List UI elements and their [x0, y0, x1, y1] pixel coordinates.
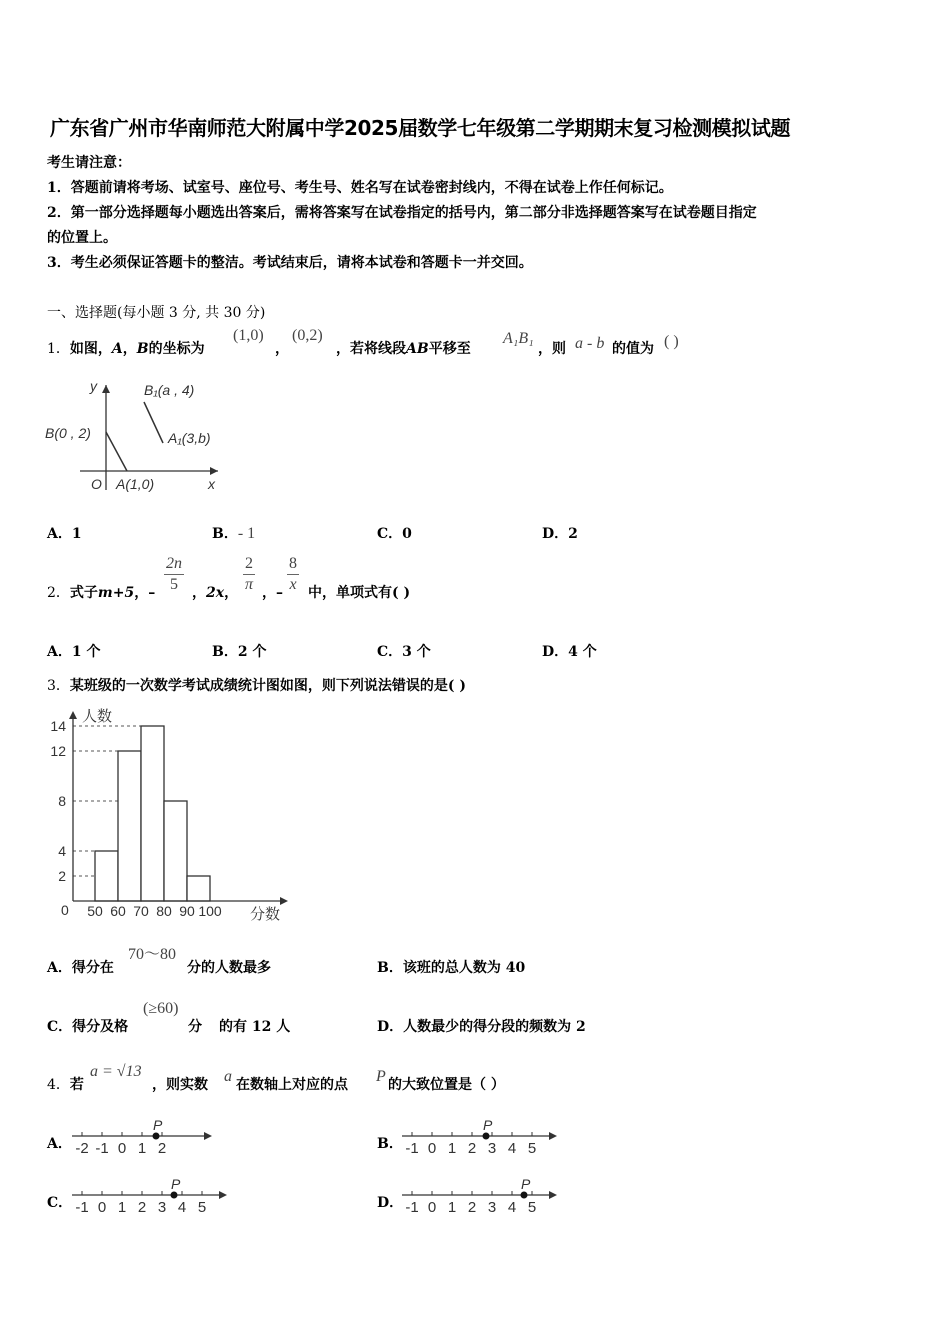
y-tick-label: 2 — [58, 868, 66, 884]
y-tick-label: 8 — [58, 793, 66, 809]
question-3: 3．某班级的一次数学考试成绩统计图如图，则下列说法错误的是( ) — [47, 678, 467, 694]
origin-label: 0 — [61, 902, 69, 918]
point-p-label: P — [521, 1176, 531, 1192]
tick-label: 0 — [427, 1199, 437, 1216]
question-number: 1． — [47, 341, 70, 357]
tick-label: 0 — [97, 1199, 107, 1216]
number-line-a — [70, 1110, 215, 1158]
point-p-label: P — [483, 1117, 493, 1133]
option-a[interactable]: A．1 — [47, 526, 82, 542]
option-d[interactable]: D．4 个 — [542, 644, 597, 660]
x-tick-label: 100 — [198, 903, 222, 919]
coordinate-figure — [40, 375, 240, 500]
equation: a = √13 — [90, 1063, 142, 1080]
bar-50-60 — [95, 851, 118, 901]
point-a-label: A(1,0) — [116, 476, 155, 492]
notice-item: 的位置上。 — [47, 230, 117, 246]
option-d[interactable]: D． — [377, 1195, 404, 1211]
notice-item: 2．第一部分选择题每小题选出答案后，需将答案写在试卷指定的括号内，第二部分非选择题答案写在试卷题目指定 — [47, 205, 757, 221]
coord-a: (1,0) — [233, 327, 264, 344]
bar-80-90 — [164, 801, 187, 901]
option-b[interactable]: B．- 1 — [212, 525, 256, 542]
bar-90-100 — [187, 876, 210, 901]
tick-label: 3 — [157, 1199, 167, 1216]
page-title: 广东省广州市华南师范大附属中学2025届数学七年级第二学期期末复习检测模拟试题 — [50, 116, 791, 140]
x-arrow-icon — [210, 467, 218, 475]
notice-heading: 考生请注意： — [47, 155, 131, 171]
x-tick-label: 80 — [156, 903, 172, 919]
option-b[interactable]: B．2 个 — [212, 644, 267, 660]
arrow-icon — [549, 1132, 557, 1140]
tick-label: 5 — [527, 1140, 537, 1157]
tick-label: 5 — [197, 1199, 207, 1216]
x-arrow-icon — [280, 897, 288, 905]
point-p — [171, 1192, 178, 1199]
x-tick-label: 60 — [110, 903, 126, 919]
tick-label: 0 — [117, 1140, 127, 1157]
tick-label: -1 — [75, 1199, 89, 1216]
tick-label: 2 — [137, 1199, 147, 1216]
tick-label: 4 — [177, 1199, 187, 1216]
tick-label: 4 — [507, 1140, 517, 1157]
tick-label: 3 — [487, 1140, 497, 1157]
x-axis-label: 分数 — [250, 906, 281, 923]
fraction-2n-5: 2n 5 — [166, 555, 182, 593]
segment-a1b1: A₁B₁ — [503, 330, 534, 347]
tick-label: 1 — [137, 1140, 147, 1157]
point-p — [483, 1133, 490, 1140]
segment-a1b1-line — [144, 402, 163, 443]
tick-label: 2 — [467, 1199, 477, 1216]
notice-item: 1．答题前请将考场、试室号、座位号、考生号、姓名写在试卷密封线内，不得在试卷上作任何标记。 — [47, 180, 673, 196]
x-tick-label: 90 — [179, 903, 195, 919]
question-1: 1．如图，A，B的坐标为 — [47, 341, 205, 357]
tick-label: 1 — [117, 1199, 127, 1216]
range-70-80: 70～80 — [128, 946, 177, 963]
y-arrow-icon — [102, 385, 110, 393]
option-a[interactable]: A．得分在 — [47, 960, 114, 976]
tick-label: 4 — [507, 1199, 517, 1216]
section-heading: 一、选择题(每小题 3 分, 共 30 分) — [47, 305, 266, 321]
tick-label: 3 — [487, 1199, 497, 1216]
option-d[interactable]: D．2 — [542, 526, 578, 542]
notice-item: 3．考生必须保证答题卡的整洁。考试结束后，请将本试卷和答题卡一并交回。 — [47, 255, 533, 271]
number-line-b — [400, 1110, 560, 1158]
origin-label: O — [91, 476, 102, 492]
point-a1-label: A₁(3,b) — [168, 430, 211, 446]
x-label: x — [208, 476, 215, 492]
option-a[interactable]: A．1 个 — [47, 644, 101, 660]
x-tick-label: 70 — [133, 903, 149, 919]
pass-condition: (≥60) — [143, 1000, 179, 1017]
tick-label: 2 — [157, 1140, 167, 1157]
point-b1-label: B₁(a , 4) — [144, 382, 195, 398]
y-tick-label: 12 — [50, 743, 66, 759]
coord-b: (0,2) — [292, 327, 323, 344]
segment-ab — [106, 432, 127, 471]
answer-paren: ( ) — [664, 333, 679, 350]
option-b[interactable]: B．该班的总人数为 40 — [377, 960, 526, 976]
option-c[interactable]: C．得分及格 — [47, 1019, 129, 1035]
tick-label: 1 — [447, 1199, 457, 1216]
number-line-c — [70, 1169, 230, 1217]
bar-60-70 — [118, 751, 141, 901]
tick-label: 5 — [527, 1199, 537, 1216]
tick-label: -2 — [75, 1140, 89, 1157]
option-a[interactable]: A． — [47, 1136, 72, 1152]
point-p-label: P — [171, 1176, 181, 1192]
option-c[interactable]: C．0 — [377, 526, 412, 542]
x-tick-label: 50 — [87, 903, 103, 919]
y-axis-label: 人数 — [82, 708, 113, 725]
option-d[interactable]: D．人数最少的得分段的频数为 2 — [377, 1019, 586, 1035]
point-p-label: P — [153, 1117, 163, 1133]
y-label: y — [90, 378, 97, 394]
tick-label: 0 — [427, 1140, 437, 1157]
question-2: 2．式子m+5，– — [47, 585, 156, 601]
point-p — [521, 1192, 528, 1199]
y-tick-label: 14 — [50, 718, 66, 734]
tick-label: 2 — [467, 1140, 477, 1157]
question-number: 2． — [47, 585, 70, 601]
expression: a - b — [575, 335, 605, 352]
arrow-icon — [219, 1191, 227, 1199]
point-b-label: B(0 , 2) — [45, 425, 91, 441]
bar-70-80 — [141, 726, 164, 901]
y-tick-label: 4 — [58, 843, 66, 859]
tick-label: -1 — [405, 1140, 419, 1157]
tick-label: 1 — [447, 1140, 457, 1157]
fraction-2-pi: 2 π — [244, 555, 253, 593]
arrow-icon — [549, 1191, 557, 1199]
arrow-icon — [204, 1132, 212, 1140]
option-c[interactable]: C．3 个 — [377, 644, 431, 660]
tick-label: -1 — [95, 1140, 109, 1157]
option-c[interactable]: C． — [47, 1195, 73, 1211]
point-p — [153, 1133, 160, 1140]
number-line-d — [400, 1169, 560, 1217]
question-4: 4．若 — [47, 1077, 84, 1093]
histogram-chart — [40, 703, 300, 928]
y-arrow-icon — [69, 711, 77, 719]
tick-label: -1 — [405, 1199, 419, 1216]
fraction-8-x: 8 x — [289, 555, 297, 593]
option-b[interactable]: B． — [377, 1136, 403, 1152]
